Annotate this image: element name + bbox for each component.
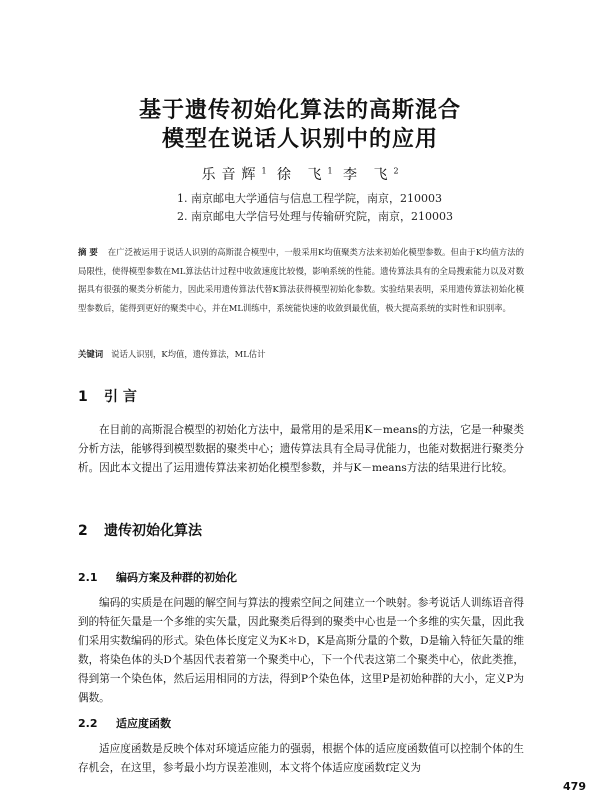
section-title: 遗传初始化算法 [104, 523, 202, 539]
abstract-text: 在广泛被运用于说话人识别的高斯混合模型中，一般采用K均值聚类方法来初始化模型参数。但由于K均值方法的局限性，使得模型参数在ML算法估计过程中收敛速度比较慢，影响系统的性能。遗传算法具有的全局搜索能力以及对数据具有很强的聚类分析能力，因此采用遗传算法代替K算法获得模型初始化参数。实验结果表明，采用遗传算法初始化模型参数后，能得到更好的聚类中心，并在ML训练中，系统能快速的收敛到最优值，极大提高系统的实时性和识别率。 [78, 247, 524, 313]
author-affiliation-mark: 1 [261, 166, 267, 176]
section-2-1-paragraph: 编码的实质是在问题的解空间与算法的搜索空间之间建立一个映射。参考说话人训练语音得到的特征矢量是一个多维的实矢量，因此聚类后得到的聚类中心也是一个多维的实矢量，因此我们采用实数编码的形式。染色体长度定义为K＊D，K是高斯分量的个数，D是输入特征矢量的维数，将染色体的头D个基因代表着第一个聚类中心，下一个代表这第二个聚类中心，依此类推，得到第一个染色体，然后运用相同的方法，得到P个染色体，这里P是初始种群的大小，定义P为偶数。 [78, 597, 524, 704]
subsection-number: 2.1 [78, 571, 98, 584]
page-number: 479 [563, 780, 586, 793]
section-heading-2 [78, 520, 202, 540]
abstract [78, 243, 524, 317]
author-affiliation-mark: 2 [393, 166, 399, 176]
abstract-label: 摘 要 [78, 247, 98, 257]
author-name: 徐 飞 [277, 167, 328, 183]
affiliation-2: 2. 南京邮电大学信号处理与传输研究院，南京，210003 [177, 210, 453, 223]
paper-title-line2: 模型在说话人识别中的应用 [161, 127, 438, 152]
author-list [0, 164, 600, 184]
section-2-2-paragraph: 适应度函数是反映个体对环境适应能力的强弱，根据个体的适应度函数值可以控制个体的生存机会，在这里，参考最小均方误差准则，本文将个体适应度函数f定义为 [78, 743, 524, 774]
subsection-title: 编码方案及种群的初始化 [116, 571, 237, 584]
subsection-title: 适应度函数 [116, 717, 171, 730]
section-number: 2 [78, 523, 88, 539]
keywords [78, 348, 266, 360]
author-name: 乐音辉 [201, 167, 262, 183]
section-1-paragraph: 在目前的高斯混合模型的初始化方法中，最常用的是采用K－means的方法，它是一种聚类分析方法，能够得到模型数据的聚类中心；遗传算法具有全局寻优能力，也能对数据进行聚类分析。因此本文提出了运用遗传算法来初始化模型参数，并与K－means方法的结果进行比较。 [78, 424, 524, 474]
keywords-text: 说话人识别，K均值，遗传算法，ML估计 [111, 349, 266, 359]
subsection-heading-2-1 [78, 569, 237, 585]
subsection-heading-2-2 [78, 715, 171, 731]
subsection-number: 2.2 [78, 717, 98, 730]
author-name: 李 飞 [343, 167, 394, 183]
section-title: 引 言 [104, 389, 137, 405]
paper-title-line1: 基于遗传初始化算法的高斯混合 [138, 98, 461, 123]
section-number: 1 [78, 389, 88, 405]
keywords-label: 关键词 [78, 349, 104, 359]
section-heading-1 [78, 386, 137, 406]
author-affiliation-mark: 1 [327, 166, 333, 176]
affiliation-1: 1. 南京邮电大学通信与信息工程学院，南京，210003 [177, 192, 442, 205]
